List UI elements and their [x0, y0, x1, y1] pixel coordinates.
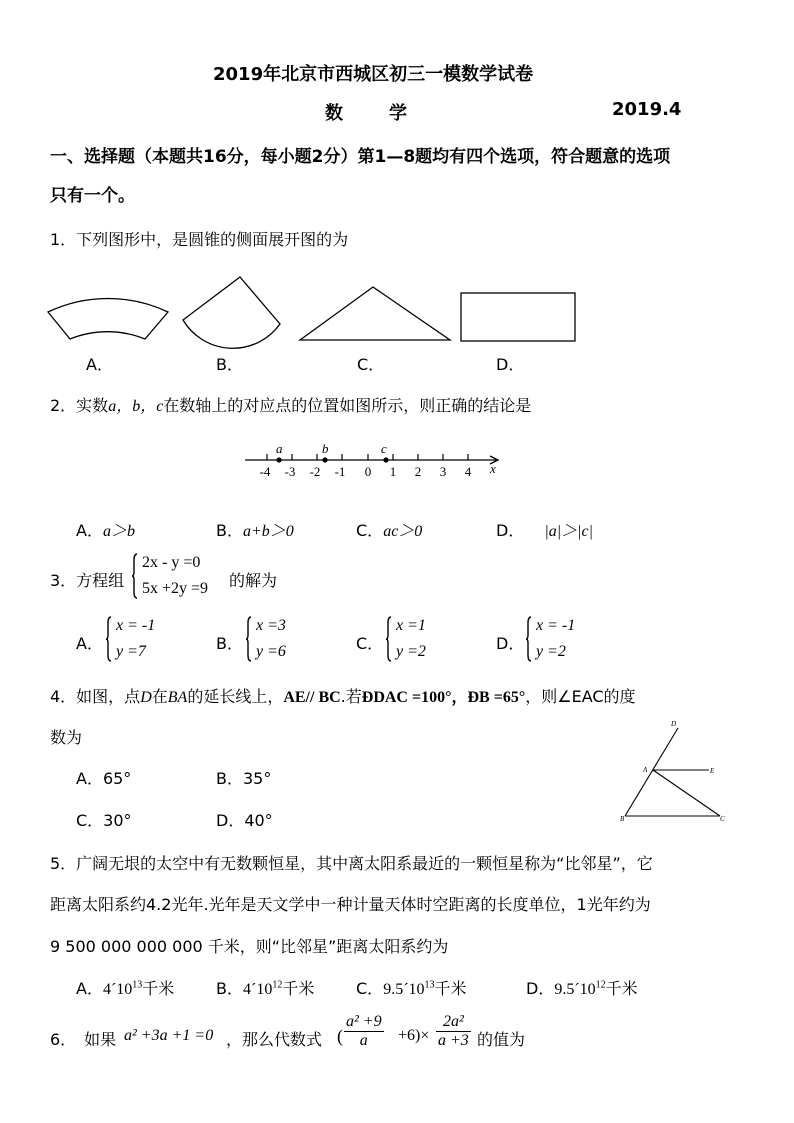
q1-circle-sector — [183, 277, 280, 348]
q6-stem-mid: ，那么代数式 — [226, 1030, 323, 1049]
q4-stem-line2: 数为 — [50, 728, 83, 747]
q5-option-a[interactable] — [76, 976, 174, 999]
q1-option-b[interactable]: B． — [216, 355, 243, 374]
point-b — [322, 457, 327, 462]
section-heading-line1: 一、选择题（本题共16分，每小题2分）第1—8题均有四个选项，符合题意的选项 — [50, 147, 671, 167]
q5-stem-line1: 5．广阔无垠的太空中有无数颗恒星，其中离太阳系最近的一颗恒星称为“比邻星”，它 — [50, 854, 653, 873]
q2-stem — [50, 393, 531, 416]
solution-x: x = -1 — [116, 617, 156, 634]
q4-text: ，则∠EAC的度 — [525, 687, 636, 706]
q4-text: 4．如图，点 — [50, 687, 141, 706]
option-expr: ac＞0 — [383, 523, 423, 540]
tick-label: -3 — [284, 464, 296, 479]
label-a: A — [643, 766, 648, 774]
option-label: A． — [76, 521, 103, 540]
label-e: E — [710, 767, 715, 775]
option-unit: 千米 — [282, 979, 315, 998]
fraction-denominator: a +3 — [438, 1032, 469, 1049]
q4-option-a[interactable]: A．65° — [76, 769, 132, 788]
option-expr: a+b＞0 — [242, 523, 294, 540]
option-base: 9.5´10 — [383, 981, 425, 998]
option-unit: 千米 — [142, 979, 175, 998]
q1-annulus-sector — [48, 298, 168, 339]
equation-2: 5x +2y =9 — [142, 580, 209, 597]
page-title: 2019年北京市西城区初三一模数学试卷 — [213, 64, 534, 85]
q2-option-c[interactable] — [356, 518, 422, 541]
q3-stem-prefix: 3．方程组 — [50, 571, 125, 590]
q1-figures — [40, 272, 600, 352]
q5-option-d[interactable] — [526, 976, 638, 999]
section-heading-line2: 只有一个。 — [50, 186, 135, 206]
q4-text: 的延长线上， — [187, 687, 284, 706]
q4-geometry-figure — [614, 716, 754, 826]
q1-option-a[interactable]: A． — [86, 355, 113, 374]
solution-x: x =1 — [396, 617, 426, 634]
q2-stem-suffix: 在数轴上的对应点的位置如图所示，则正确的结论是 — [163, 396, 532, 415]
option-label: A． — [76, 979, 103, 998]
point-c-label: c — [381, 441, 387, 456]
option-label: D． — [526, 979, 555, 998]
q4-point-d: D — [140, 689, 152, 706]
fraction-denominator: a — [359, 1032, 368, 1049]
tick-label: 2 — [414, 464, 422, 479]
equation-1: 2x - y =0 — [142, 554, 201, 571]
option-expr: a＞b — [102, 523, 135, 540]
q5-option-b[interactable] — [216, 976, 314, 999]
q3-option-c-system[interactable] — [386, 615, 476, 665]
q5-stem-line2: 距离太阳系约4.2光年.光年是天文学中一种计量天体时空距离的长度单位，1光年约为 — [50, 895, 651, 914]
brace-icon — [526, 615, 532, 663]
q2-vars: a，b，c — [108, 398, 164, 415]
option-exp: 12 — [595, 979, 606, 991]
q5-stem-line3: 9 500 000 000 000 千米，则“比邻星”距离太阳系约为 — [50, 937, 449, 956]
fraction-numerator: a² +9 — [346, 1013, 382, 1030]
option-base: 9.5´10 — [554, 981, 596, 998]
q3-stem-suffix: 的解为 — [229, 571, 278, 590]
option-exp: 12 — [272, 979, 283, 991]
solution-y: y =7 — [116, 643, 146, 660]
tick-label: -1 — [334, 464, 346, 479]
fraction-numerator: 2a² — [436, 1013, 471, 1032]
solution-x: x = -1 — [536, 617, 576, 634]
q4-stem-line1 — [50, 684, 636, 707]
option-label: C． — [356, 521, 384, 540]
q4-segment-ba: BA — [167, 689, 188, 706]
q3-equation-system — [132, 552, 232, 602]
q2-stem-prefix: 2．实数 — [50, 396, 109, 415]
brace-icon — [246, 615, 252, 663]
q6-stem-suffix: 的值为 — [477, 1030, 526, 1049]
q3-option-b-label[interactable]: B． — [216, 634, 243, 653]
q3-option-d-system[interactable] — [526, 615, 616, 665]
option-label: B． — [216, 979, 243, 998]
q1-stem: 1．下列图形中，是圆锥的侧面展开图的为 — [50, 230, 349, 249]
q1-option-d[interactable]: D． — [496, 355, 525, 374]
q3-option-c-label[interactable]: C． — [356, 634, 384, 653]
q4-option-c[interactable]: C．30° — [76, 811, 132, 830]
q2-option-a[interactable] — [76, 518, 135, 541]
q4-option-d[interactable]: D．40° — [216, 811, 273, 830]
tick-label: 0 — [364, 464, 372, 479]
brace-icon — [132, 552, 138, 600]
option-label: B． — [216, 521, 243, 540]
option-base: 4´10 — [102, 981, 133, 998]
brace-icon — [386, 615, 392, 663]
tick-label: 3 — [439, 464, 447, 479]
q3-option-d-label[interactable]: D． — [496, 634, 525, 653]
option-exp: 13 — [424, 979, 435, 991]
tick-label: -4 — [259, 464, 271, 479]
point-b-label: b — [322, 441, 329, 456]
option-expr: |a|＞|c| — [544, 523, 594, 540]
q1-option-c[interactable]: C． — [357, 355, 385, 374]
q6-plus-six: +6)× — [398, 1027, 430, 1044]
option-exp: 13 — [132, 979, 143, 991]
tick-label: 4 — [464, 464, 472, 479]
solution-x: x =3 — [256, 617, 286, 634]
solution-y: y =2 — [536, 643, 566, 660]
q6-fraction-2 — [436, 1013, 471, 1050]
label-d: D — [671, 720, 677, 728]
q5-option-c[interactable] — [356, 976, 467, 999]
option-label: C． — [356, 979, 384, 998]
axis-ticks — [267, 454, 468, 460]
solution-y: y =6 — [256, 643, 286, 660]
q2-number-line — [240, 440, 520, 484]
tick-label: 1 — [389, 464, 397, 479]
q2-option-b[interactable] — [216, 518, 294, 541]
label-c: C — [720, 815, 725, 823]
q4-text: 在 — [151, 687, 168, 706]
q1-triangle — [300, 287, 450, 340]
tick-label: -2 — [309, 464, 321, 479]
point-a-label: a — [276, 441, 283, 456]
q2-option-d[interactable] — [496, 518, 593, 541]
label-b: B — [620, 815, 625, 823]
brace-icon — [106, 615, 112, 663]
solution-y: y =2 — [396, 643, 426, 660]
q3-option-a-label[interactable]: A． — [76, 634, 103, 653]
q6-open-paren: ( — [337, 1026, 343, 1046]
q4-text: .若 — [340, 687, 362, 706]
q6-fraction-1 — [344, 1013, 384, 1050]
q4-option-b[interactable]: B．35° — [216, 769, 272, 788]
q3-option-b-system[interactable] — [246, 615, 336, 665]
q1-rectangle — [461, 293, 575, 341]
option-base: 4´10 — [242, 981, 273, 998]
point-c — [383, 457, 388, 462]
q6-condition: a² +3a +1 =0 — [124, 1027, 214, 1044]
q4-angle-condition: ÐDAC =100°，ÐB =65° — [361, 689, 526, 706]
q3-option-a-system[interactable] — [106, 615, 196, 665]
subject-label: 数 学 — [325, 103, 421, 124]
q4-parallel-condition: AE// BC — [283, 689, 341, 706]
q6-stem-prefix: 6． 如果 — [50, 1030, 117, 1049]
axis-x-label: x — [490, 461, 496, 476]
exam-date: 2019.4 — [612, 99, 682, 120]
option-unit: 千米 — [434, 979, 467, 998]
option-label: D． — [496, 521, 525, 540]
point-a — [276, 457, 281, 462]
option-unit: 千米 — [605, 979, 638, 998]
